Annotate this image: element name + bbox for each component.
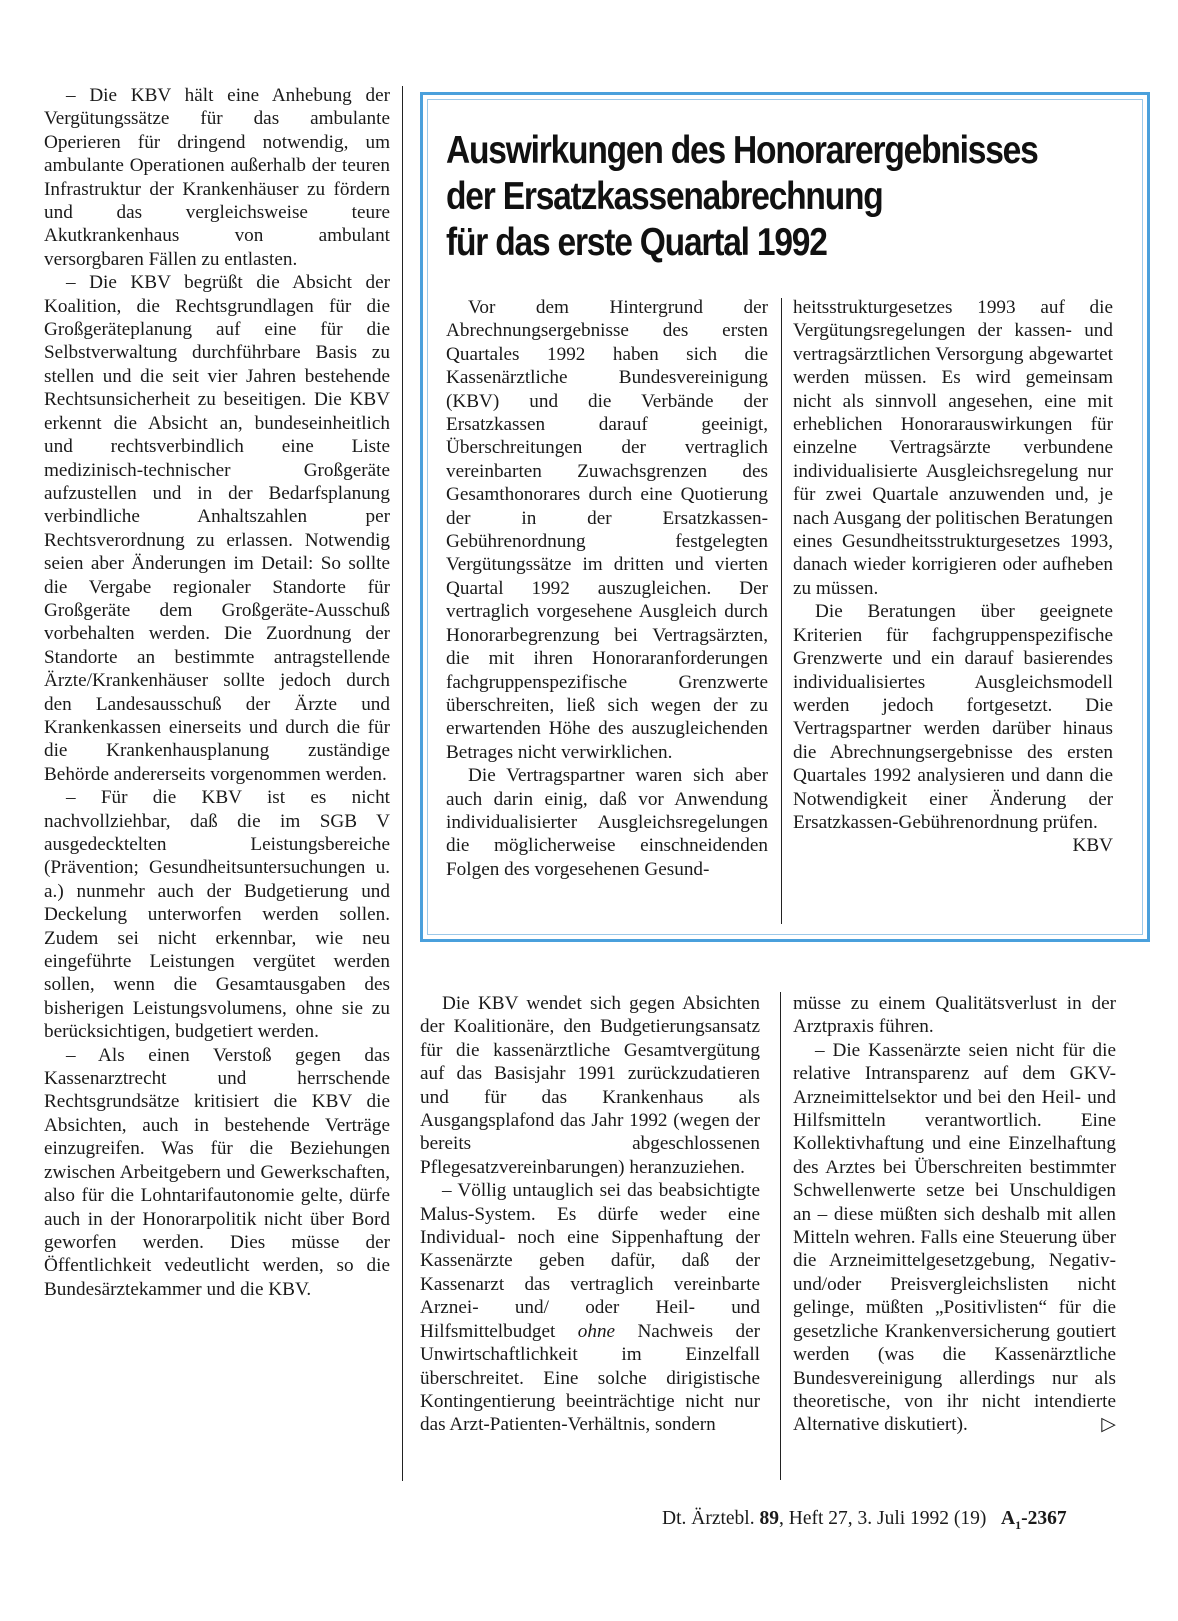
box-paragraph: Vor dem Hintergrund der Abrechnungsergebnisse des ersten Quartales 1992 haben sich die Kassenärztliche Bundesvereinigung (KBV) und die Verbände der Ersatzkassen darauf geeinigt, Überschreitungen der vertraglich vereinbarten Zuwachsgrenzen des Gesamthonorares durch eine Quotierung der in der Ersatzkassen-Gebührenordnung festgelegten Vergütungssätze im dritten und vierten Quartal 1992 auszugleichen. Der vertraglich vorgesehene Ausgleich durch Honorarbegrenzung bei Vertragsärzten, die mit ihren Honoraranforderungen fachgruppenspezifische Grenzwerte überschreiten, ließ sich wegen der zu erwartenden Höhe des auszugleichenden Betrages nicht verwirklichen. — [446, 297, 768, 763]
headline-line: der Ersatzkassenabrechnung — [446, 175, 883, 218]
lower-column-1 — [420, 992, 760, 1437]
headline-line: für das erste Quartal 1992 — [446, 221, 827, 264]
column-divider — [780, 992, 781, 1480]
left-paragraph: – Für die KBV ist es nicht nachvollziehbar, daß die im SGB V ausgedecktelten Leistungsbereiche (Prävention; Gesundheitsuntersuchungen u. a.) nunmehr auch der Budgetierung und Deckelung unterworfen werden sollen. Zudem sei nicht erkennbar, wie neu eingeführte Leistungen vergütet werden sollen, wenn die Gesamtausgaben des bisherigen Leistungsvolumens, ohne sie zu berücksichtigen, budgetiert werden. — [44, 787, 390, 1043]
page-number — [1001, 1508, 1067, 1532]
box-column-divider — [781, 298, 782, 924]
page-footer — [662, 1508, 1067, 1533]
left-paragraph: – Die KBV hält eine Anhebung der Vergütungssätze für das ambulante Operieren für dringend notwendig, um ambulante Operationen außerhalb der teuren Infrastruktur der Krankenhäuser zu fördern und das vergleichsweise teure Akutkrankenhaus von ambulant versorgbaren Fällen zu entlasten. — [44, 85, 390, 270]
lower-paragraph — [793, 1039, 1116, 1437]
emphasis-text: ohne — [577, 1320, 616, 1342]
left-column — [44, 84, 390, 1301]
headline-line: Auswirkungen des Honorarergebnisses — [446, 129, 1038, 172]
page-number-value: -2367 — [1021, 1508, 1067, 1529]
lower-column-2 — [793, 992, 1116, 1437]
box-column-1 — [446, 296, 768, 881]
issue-date: , Heft 27, 3. Juli 1992 (19) — [778, 1508, 987, 1529]
box-paragraph: heitsstrukturgesetzes 1993 auf die Vergütungsregelungen der kassen- und vertragsärztlichen Versorgung abgewartet werden müssen. Es wird gemeinsam nicht als sinnvoll angesehen, eine mit erheblichen Honorarauswirkungen für einzelne Vertragsärzte verbundene individualisierte Ausgleichsregelung nur für zwei Quartale anzuwenden und, je nach Ausgang der politischen Beratungen eines Gesundheitsstrukturgesetzes 1993, danach wieder korrigieren oder aufheben zu müssen. — [793, 297, 1113, 599]
box-paragraph-text: Die Beratungen über geeignete Kriterien für fachgruppenspezifische Grenzwerte und ein darauf basierendes individualisiertes Ausgleichsmodell werden jedoch fortgesetzt. Die Vertragspartner werden darüber hinaus die Abrechnungsergebnisse des ersten Quartales 1992 analysieren und dann die Notwendigkeit einer Änderung der Ersatzkassen-Gebührenordnung prüfen. — [793, 601, 1113, 833]
box-paragraph — [793, 600, 1113, 857]
box-column-2 — [793, 296, 1113, 858]
continue-arrow-icon: ▷ — [1101, 1414, 1116, 1436]
lower-paragraph-text: – Die Kassenärzte seien nicht für die relative Intransparenz auf dem GKV-Arzneimittelsektor und bei den Heil- und Hilfsmitteln verantwortlich. Eine Kollektivhaftung und eine Einzelhaftung des Arztes bei Überschreiten bestimmter Schwellenwerte setze bei Unschuldigen an – diese müßten sich deshalb mit allen Mitteln wehren. Falls eine Steuerung über die Arzneimittelgesetzgebung, Negativ- und/oder Preisvergleichslisten nicht gelinge, müßten „Positivlisten“ für die gesetzliche Krankenversicherung goutiert werden (was die Kassenärztliche Bundesvereinigung allerdings nur als theoretische, von ihr nicht intendierte Alternative diskutiert). — [793, 1039, 1116, 1436]
column-divider — [402, 86, 403, 1481]
page-prefix: A — [1001, 1508, 1016, 1529]
lower-paragraph: Die KBV wendet sich gegen Absichten der Koalitionäre, den Budgetierungsansatz für die kassenärztliche Gesamtvergütung auf das Basisjahr 1991 zurückzudatieren und für das Krankenhaus als Ausgangsplafond das Jahr 1992 (wegen der bereits abgeschlossenen Pflegesatzvereinbarungen) heranzuziehen. — [420, 993, 760, 1178]
lower-paragraph-text: – Völlig untauglich sei das beabsichtigte Malus-System. Es dürfe weder eine Individual- noch eine Sippenhaftung der Kassenärzte geben dafür, daß der Kassenarzt das vertraglich vereinbarte Arznei- und/ oder Heil- und Hilfsmittelbudget — [420, 1180, 760, 1342]
left-paragraph: – Die KBV begrüßt die Absicht der Koalition, die Rechtsgrundlagen für die Großgeräteplanung auf eine für die Selbstverwaltung durchführbare Basis zu stellen und die seit vier Jahren bestehende Rechtsunsicherheit zu beseitigen. Die KBV erkennt die Absicht an, bundeseinheitlich und rechtsverbindlich eine Liste medizinisch-technischer Großgeräte aufzustellen und in der Bedarfsplanung verbindliche Anhaltszahlen per Rechtsverordnung zu erlassen. Notwendig seien aber Änderungen im Detail: So sollte die Vergabe regionaler Standorte für Großgeräte dem Großgeräte-Ausschuß vorbehalten werden. Die Zuordnung der Standorte an bestimmte antragstellende Ärzte/Krankenhäuser sollte jedoch durch den Landesausschuß der Ärzte und Krankenkassen einerseits und durch die für die Krankenhausplanung zuständige Behörde andererseits vorgenommen werden. — [44, 272, 390, 785]
page-subscript: 1 — [1015, 1517, 1022, 1532]
box-paragraph: Die Vertragspartner waren sich aber auch darin einig, daß vor Anwendung individualisierter Ausgleichsregelungen die möglicherweise einschneidenden Folgen des vorgesehenen Gesund- — [446, 765, 768, 880]
lower-paragraph — [420, 1179, 760, 1436]
journal-name: Dt. Ärztebl. — [662, 1508, 755, 1529]
volume-number: 89 — [759, 1508, 779, 1529]
lower-paragraph-text: Nachweis der Unwirtschaftlichkeit im Einzelfall überschreitet. Eine solche dirigistische Kontingentierung beeinträchtige nicht nur das Arzt-Patienten-Verhältnis, sondern — [420, 1320, 760, 1436]
signature: KBV — [1072, 835, 1113, 857]
box-headline — [446, 128, 1048, 266]
left-paragraph: – Als einen Verstoß gegen das Kassenarztrecht und herrschende Rechtsgrundsätze kritisiert die KBV die Absichten, auch in bestehende Verträge einzugreifen. Was für die Beziehungen zwischen Arbeitgebern und Gewerkschaften, also für die Lohntarifautonomie gelte, dürfe auch in der Honorarpolitik nicht über Bord geworfen werden. Dies müsse der Öffentlichkeit vedeutlicht werden, so die Bundesärztekammer und die KBV. — [44, 1044, 390, 1300]
lower-paragraph: müsse zu einem Qualitätsverlust in der Arztpraxis führen. — [793, 993, 1116, 1038]
